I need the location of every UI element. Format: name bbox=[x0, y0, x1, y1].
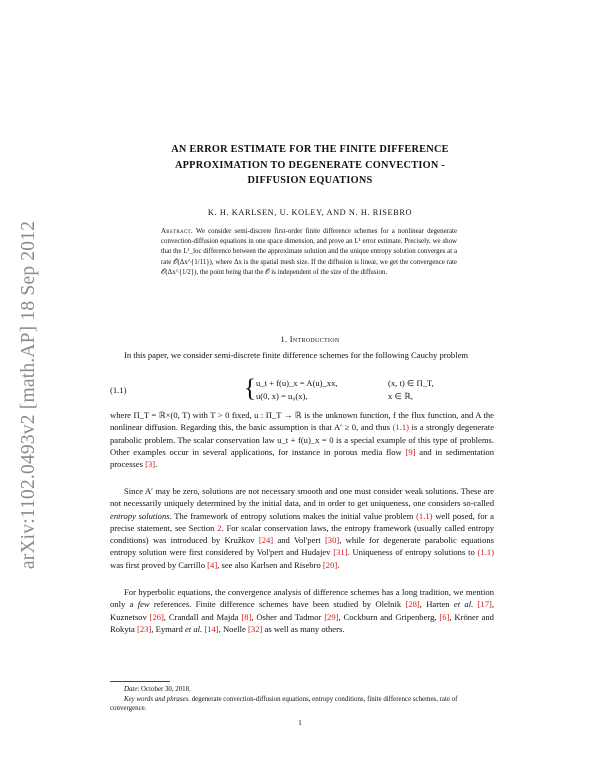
text-run: where Π_T = ℝ×(0, T) with T > 0 fixed, u : Π_T → ℝ is the unknown function, f the flux function, and A the nonlinear diffusion. Regarding this, the basic assumption is that A′ ≥ 0, and thus bbox=[110, 410, 494, 433]
date-value: : October 30, 2018. bbox=[137, 686, 191, 693]
arxiv-stamp bbox=[14, 200, 44, 590]
footnote-date bbox=[110, 685, 494, 694]
text-run: and Vol'pert bbox=[277, 535, 321, 546]
text-run: . bbox=[155, 459, 158, 470]
page-number: 1 bbox=[298, 718, 302, 727]
text-run: . For scalar conservation laws, the entropy framework (usually called entropy conditions) was introduced by Kružkov bbox=[110, 522, 494, 546]
citation-link[interactable]: [6] bbox=[439, 611, 450, 622]
date-label: Date bbox=[124, 686, 138, 693]
text-run: Since A′ may be zero, solutions are not necessary smooth and one must consider weak solutions. These are not necessarily uniquely determined by the initial data, and in order to get uniqueness, one considers so-called bbox=[110, 486, 494, 509]
abstract-label: Abstract. bbox=[161, 228, 193, 235]
text-run: , Eymard bbox=[151, 623, 183, 634]
emphasis: entropy solutions bbox=[110, 510, 170, 521]
text-run: . The framework of entropy solutions makes the initial value problem bbox=[169, 510, 414, 521]
text-run: as well as many others. bbox=[264, 623, 345, 634]
citation-link[interactable]: [24] bbox=[258, 535, 274, 546]
keywords-value: degenerate convection-diffusion equations, entropy conditions, finite difference schemes, rate of convergence. bbox=[110, 696, 458, 713]
equation-ref[interactable]: (1.1) bbox=[392, 422, 409, 433]
citation-link[interactable]: [32] bbox=[248, 623, 263, 634]
brace-symbol: { bbox=[244, 375, 256, 402]
paragraph-text bbox=[110, 586, 494, 635]
text-run: , Kuznetsov bbox=[110, 599, 495, 622]
text-run: , Kröner and Rokyta bbox=[110, 611, 494, 634]
abstract-text: We consider semi-discrete first-order finite difference schemes for a nonlinear degenerate convection-diffusion equations in one space dimension, and prove an L¹ error estimate. Precisely, we show that the L¹_loc difference between the approximate solution and the unique entropy solution converges at a rate 𝒪(Δx^{1/11}), where Δx is the spatial mesh size. If the diffusion is linear, we get the convergence rate 𝒪(Δx^{1/2}), the point being that the 𝒪 is independent of the size of the diffusion. bbox=[161, 228, 457, 276]
citation-link[interactable]: [29] bbox=[324, 611, 339, 622]
paragraph-history bbox=[110, 586, 494, 635]
equation-line-2: u(0, x) = u₀(x), bbox=[256, 391, 308, 401]
section-ref[interactable]: 2 bbox=[217, 522, 222, 533]
text-run: , Crandall and Majda bbox=[163, 611, 239, 622]
text-run: For hyperbolic equations, the convergence analysis of difference schemes has a long tradition, we mention only a bbox=[110, 587, 494, 610]
text-run: , while for degenerate parabolic equations entropy solution were first considered by Vol'pert and Hudajev bbox=[110, 535, 495, 558]
citation-link[interactable]: [17] bbox=[477, 599, 492, 610]
citation-link[interactable]: [9] bbox=[405, 446, 416, 457]
equation-line-1: u_t + f(u)_x = A(u)_xx, bbox=[256, 378, 338, 388]
citation-link[interactable]: [23] bbox=[136, 623, 152, 634]
citation-link[interactable]: [30] bbox=[324, 535, 340, 546]
title-line: DIFFUSION EQUATIONS bbox=[247, 175, 373, 186]
emphasis: et al. bbox=[453, 599, 474, 610]
paragraph-entropy bbox=[110, 485, 494, 571]
section-heading bbox=[140, 335, 480, 344]
paragraph-text bbox=[110, 409, 494, 470]
text-run: , Harten bbox=[419, 599, 450, 610]
text-run: , Noelle bbox=[218, 623, 246, 634]
emphasis: few bbox=[137, 599, 150, 610]
text-run: references. Finite difference schemes have been studied by Oleĭnik bbox=[153, 599, 402, 610]
paper-title bbox=[140, 142, 480, 189]
equation-1-1 bbox=[110, 375, 494, 404]
citation-link[interactable]: [3] bbox=[145, 459, 156, 470]
title-line: AN ERROR ESTIMATE FOR THE FINITE DIFFERENCE bbox=[171, 144, 449, 155]
citation-link[interactable]: [8] bbox=[241, 611, 252, 622]
text-run: . Uniqueness of entropy solutions to bbox=[347, 547, 475, 558]
keywords-label: Key words and phrases. bbox=[124, 696, 190, 703]
text-run: was first proved by Carrillo bbox=[110, 559, 205, 570]
paragraph-text bbox=[110, 485, 494, 571]
authors: K. H. KARLSEN, U. KOLEY, AND N. H. RISEBRO bbox=[207, 208, 413, 217]
equation-number: (1.1) bbox=[110, 385, 127, 395]
paragraph-assumptions bbox=[110, 409, 494, 470]
abstract bbox=[161, 227, 457, 278]
citation-link[interactable]: [14] bbox=[204, 623, 219, 634]
citation-link[interactable]: [31] bbox=[333, 547, 348, 558]
equation-condition-2: x ∈ ℝ, bbox=[388, 391, 414, 401]
paragraph-text: In this paper, we consider semi-discrete finite difference schemes for the following Cauchy problem bbox=[124, 350, 469, 360]
text-run: , Osher and Tadmor bbox=[251, 611, 322, 622]
text-run: well posed, for a precise statement, see Section bbox=[110, 510, 494, 533]
citation-link[interactable]: [4] bbox=[207, 559, 218, 570]
text-run: is a strongly degenerate parabolic problem. The scalar conservation law u_t + f(u)_x = 0 is a special example of this type of problems. Other examples occur in several applications, for instance in porous media flow bbox=[110, 422, 495, 457]
citation-link[interactable]: [20] bbox=[322, 559, 338, 570]
text-run: , see also Karlsen and Risebro bbox=[217, 559, 321, 570]
equation-condition-1: (x, t) ∈ Π_T, bbox=[388, 378, 434, 388]
text-run: , Cockburn and Gripenberg, bbox=[338, 611, 437, 622]
text-run: and in sedimentation processes bbox=[110, 446, 494, 470]
citation-link[interactable]: [26] bbox=[149, 611, 164, 622]
text-run: . bbox=[337, 559, 340, 570]
emphasis: et al. bbox=[184, 623, 203, 634]
footnote-keywords bbox=[110, 695, 494, 713]
footnote-rule bbox=[110, 681, 170, 682]
paragraph-intro bbox=[110, 349, 494, 361]
arxiv-stamp-text: arXiv:1102.0493v2 [math.AP] 18 Sep 2012 bbox=[18, 220, 39, 570]
equation-ref[interactable]: (1.1) bbox=[416, 510, 433, 521]
citation-link[interactable]: [28] bbox=[405, 599, 420, 610]
section-title: Introduction bbox=[289, 335, 340, 344]
equation-ref[interactable]: (1.1) bbox=[477, 547, 494, 558]
title-line: APPROXIMATION TO DEGENERATE CONVECTION - bbox=[174, 159, 446, 171]
section-number: 1. bbox=[280, 335, 288, 344]
